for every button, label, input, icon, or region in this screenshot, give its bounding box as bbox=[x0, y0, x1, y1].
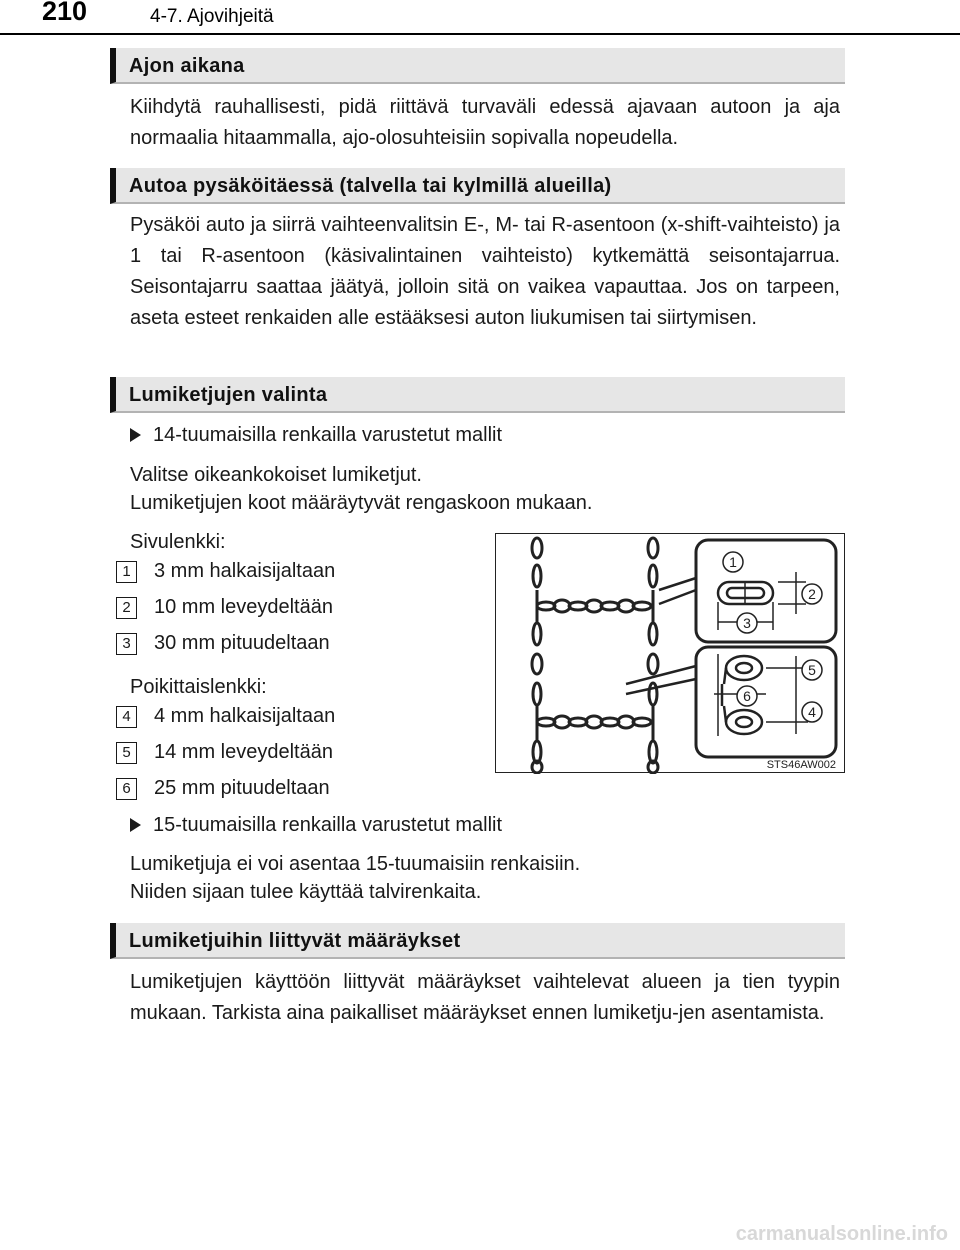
section-title: Lumiketjuihin liittyvät määräykset bbox=[129, 930, 461, 952]
item-text: 4 mm halkaisijaltaan bbox=[154, 705, 336, 727]
figure-callout-1: 1 bbox=[729, 554, 737, 570]
triangle-bullet-icon bbox=[130, 818, 141, 832]
section-heading-regulations bbox=[110, 923, 845, 959]
section-heading-driving bbox=[110, 48, 845, 84]
watermark: carmanualsonline.info bbox=[735, 1223, 948, 1245]
page-number: 210 bbox=[42, 0, 88, 26]
callout-number: 2 bbox=[116, 597, 137, 619]
no-chain-line-2: Niiden sijaan tulee käyttää talvirenkaita. bbox=[130, 881, 482, 903]
regulations-paragraph: Lumiketjujen käyttöön liittyvät määräykset vaihtelevat alueen ja tien tyypin mukaan. Tarkista aina paikalliset määräykset ennen lumiketju-jen asentamista. bbox=[130, 971, 840, 1024]
triangle-bullet-icon bbox=[130, 428, 141, 442]
figure-callout-6: 6 bbox=[743, 688, 751, 704]
select-line-1: Valitse oikeankokoiset lumiketjut. bbox=[130, 464, 422, 486]
callout-number: 4 bbox=[116, 706, 137, 728]
figure-callout-5: 5 bbox=[808, 662, 816, 678]
callout-number: 3 bbox=[116, 633, 137, 655]
item-text: 14 mm leveydeltään bbox=[154, 741, 333, 763]
item-text: 30 mm pituudeltaan bbox=[154, 632, 330, 654]
figure-callout-4: 4 bbox=[808, 704, 816, 720]
figure-code: STS46AW002 bbox=[766, 759, 836, 771]
side-link-item bbox=[116, 632, 330, 655]
chapter-title: 4-7. Ajovihjeitä bbox=[150, 6, 274, 27]
header-rule bbox=[0, 33, 960, 35]
bullet-text: 15-tuumaisilla renkailla varustetut mallit bbox=[153, 814, 503, 836]
section-heading-parking bbox=[110, 168, 845, 204]
item-text: 3 mm halkaisijaltaan bbox=[154, 560, 336, 582]
figure-callout-3: 3 bbox=[743, 615, 751, 631]
section-title: Ajon aikana bbox=[129, 55, 245, 77]
section-title: Autoa pysäköitäessä (talvella tai kylmillä alueilla) bbox=[129, 175, 612, 197]
snow-chain-figure bbox=[495, 533, 845, 773]
side-link-item bbox=[116, 596, 333, 619]
side-link-label: Sivulenkki: bbox=[130, 531, 226, 553]
no-chain-line-1: Lumiketjuja ei voi asentaa 15-tuumaisiin renkaisiin. bbox=[130, 853, 581, 875]
figure-callout-2: 2 bbox=[808, 586, 816, 602]
cross-link-item bbox=[116, 777, 330, 800]
parking-paragraph: Pysäköi auto ja siirrä vaihteenvalitsin E-, M- tai R-asentoon (x-shift-vaihteisto) ja 1 tai R-asentoon (käsivalintainen vaihteisto) kytkemättä seisontajarrua. Seisontajarru saattaa jäätyä, jolloin sitä on vaikea vapauttaa. Jos on tarpeen, aseta esteet renkaiden alle estääksesi auton liukumisen tai siirtymisen. bbox=[130, 214, 840, 329]
cross-link-item bbox=[116, 705, 335, 728]
item-text: 10 mm leveydeltään bbox=[154, 596, 333, 618]
section-title: Lumiketjujen valinta bbox=[129, 384, 328, 406]
section-heading-chains bbox=[110, 377, 845, 413]
bullet-14-inch bbox=[130, 424, 502, 447]
cross-link-label: Poikittaislenkki: bbox=[130, 676, 267, 698]
callout-number: 5 bbox=[116, 742, 137, 764]
driving-paragraph: Kiihdytä rauhallisesti, pidä riittävä turvaväli edessä ajavaan autoon ja aja normaalia hitaammalla, ajo-olosuhteisiin sopivalla nopeudella. bbox=[130, 96, 840, 149]
callout-number: 6 bbox=[116, 778, 137, 800]
bullet-text: 14-tuumaisilla renkailla varustetut mallit bbox=[153, 424, 503, 446]
bullet-15-inch bbox=[130, 814, 502, 837]
callout-number: 1 bbox=[116, 561, 137, 583]
item-text: 25 mm pituudeltaan bbox=[154, 777, 330, 799]
select-line-2: Lumiketjujen koot määräytyvät rengaskoon mukaan. bbox=[130, 492, 593, 514]
side-link-item bbox=[116, 560, 335, 583]
snow-chain-illustration bbox=[496, 534, 846, 774]
cross-link-item bbox=[116, 741, 333, 764]
